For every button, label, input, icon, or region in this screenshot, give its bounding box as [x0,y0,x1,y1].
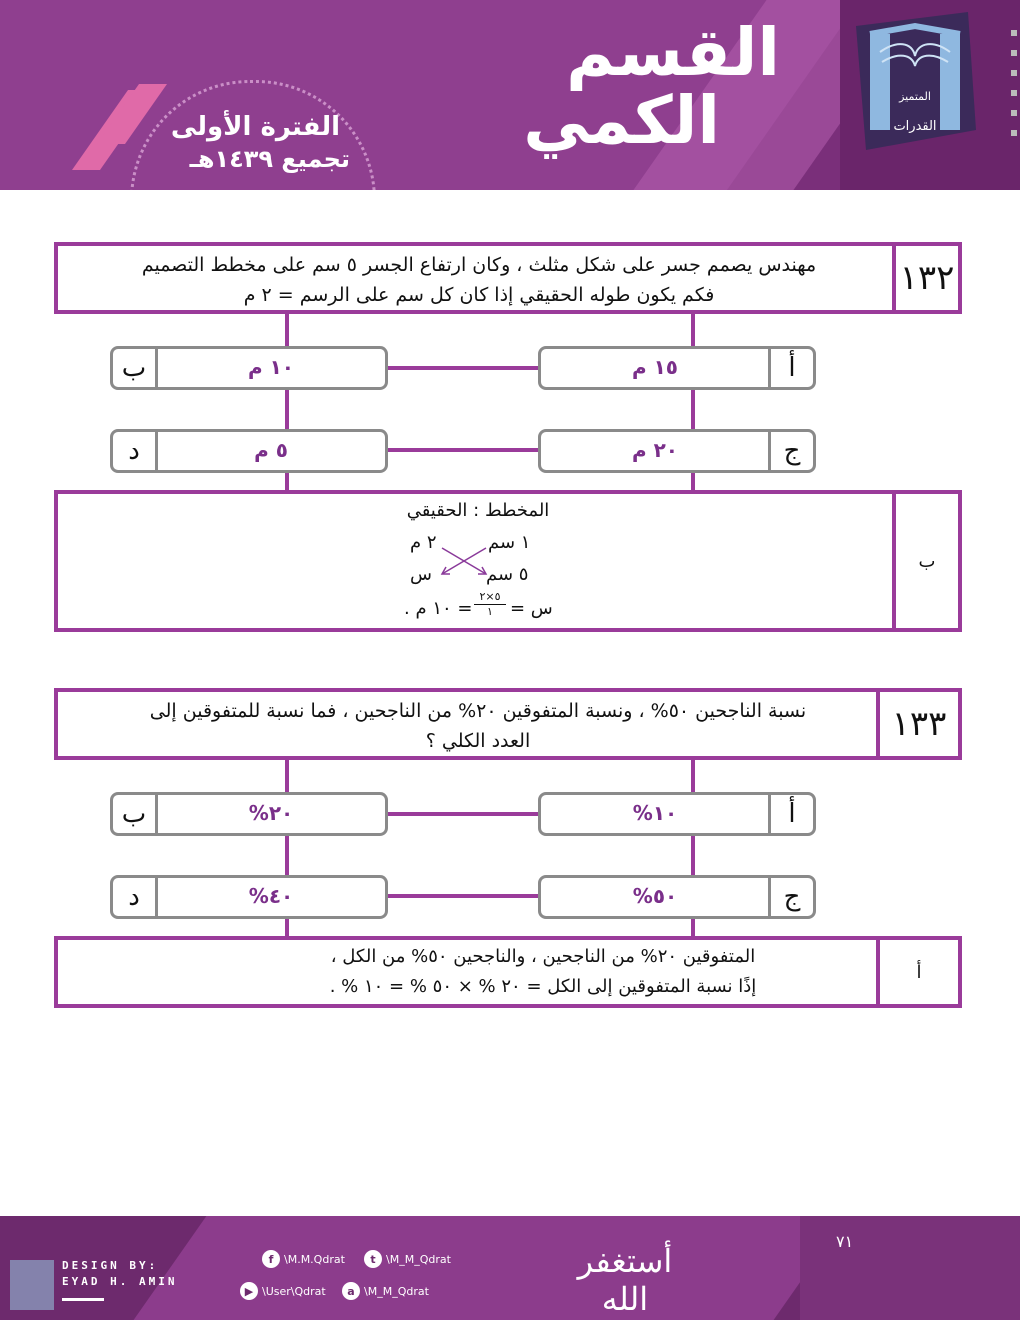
ask-link[interactable] [342,1282,429,1300]
page-footer [0,1216,1020,1320]
option-letter: د [113,878,158,916]
option-letter: ج [768,432,813,470]
answer-box [54,936,962,1008]
solution-line: إذًا نسبة المتفوقين إلى الكل = ٢٠ % × ٥٠ % = ١٠ % . [329,976,757,997]
fraction-denominator: ١ [474,604,506,619]
option-letter: ب [113,349,158,387]
connector-line [388,894,540,898]
option-value: ١٠ م [247,355,295,379]
connector-line [388,366,540,370]
solution-cell: ١ سم [488,532,531,553]
question-line: مهندس يصمم جسر على شكل مثلث ، وكان ارتفاع الجسر ٥ سم على مخطط التصميم [141,254,817,276]
twitter-icon: t [364,1250,382,1268]
question-number: ١٣٣ [876,692,958,756]
option-value: ٥ م [254,438,288,462]
option-b[interactable] [110,346,388,390]
book-logo-icon [852,12,978,154]
solution-final-suffix: = ١٠ م . [404,598,473,619]
designer-name: EYAD H. AMIN [62,1275,178,1288]
option-d[interactable] [110,429,388,473]
option-a[interactable] [538,792,816,836]
option-letter: ب [113,795,158,833]
option-b[interactable] [110,792,388,836]
section-title-line2: الكمي [523,82,720,159]
facebook-handle: \M.M.Qdrat [284,1252,345,1266]
cross-multiply-arrows-icon [436,544,492,580]
answer-key: ب [892,494,958,628]
facebook-icon: f [262,1250,280,1268]
option-letter: ج [768,878,813,916]
youtube-link[interactable] [240,1282,326,1300]
twitter-link[interactable] [364,1250,451,1268]
section-title-line1: القسم [566,14,780,91]
question-box [54,242,962,314]
connector-line [388,812,540,816]
option-value: ٢٠% [248,801,294,825]
youtube-icon: ▶ [240,1282,258,1300]
option-value: ٤٠% [248,884,294,908]
footer-band [134,1216,847,1320]
footer-band-dark [800,1216,1020,1320]
decor-stripe [0,1216,14,1256]
youtube-handle: \User\Qdrat [262,1284,326,1298]
ask-icon: a [342,1282,360,1300]
logo-text: القدرات [893,119,937,134]
option-d[interactable] [110,875,388,919]
option-letter: أ [768,349,813,387]
facebook-link[interactable] [262,1250,345,1268]
connector-line [388,448,540,452]
solution-final-prefix: س = [510,598,553,619]
option-value: ١٥ م [631,355,679,379]
solution-cell: س [410,564,432,585]
design-credit [62,1258,177,1290]
design-label: DESIGN BY: [62,1259,159,1272]
design-underline [62,1298,104,1301]
solution-line: المتفوقين ٢٠% من الناجحين ، والناجحين ٥٠% من الكل ، [330,946,756,967]
question-text [64,250,894,310]
question-box [54,688,962,760]
question-text [78,696,878,756]
fraction [474,590,506,619]
logo-text: المتميز [899,90,931,103]
option-letter: أ [768,795,813,833]
calligraphy: أستغفر الله [577,1242,673,1318]
compilation-label: تجميع ١٤٣٩هـ [189,145,350,173]
question-number: ١٣٢ [892,246,958,310]
twitter-handle: \M_M_Qdrat [386,1252,451,1266]
signature-logo [10,1260,54,1310]
option-value: ٥٠% [632,884,678,908]
solution-cell: ٢ م [410,532,437,553]
option-value: ١٠% [632,801,678,825]
question-line: نسبة الناجحين ٥٠% ، ونسبة المتفوقين ٢٠% من الناجحين ، فما نسبة للمتفوقين إلى [149,700,807,722]
option-c[interactable] [538,875,816,919]
solution-cell: ٥ سم [486,564,529,585]
edge-dots [1010,30,1018,190]
ask-handle: \M_M_Qdrat [364,1284,429,1298]
question-line: العدد الكلي ؟ [425,730,531,752]
question-line: فكم يكون طوله الحقيقي إذا كان كل سم على الرسم = ٢ م [243,284,715,306]
page-header [0,0,1020,190]
answer-key: أ [876,940,958,1004]
solution-line: المخطط : الحقيقي [406,500,550,521]
page-number: ٧١ [836,1232,854,1251]
option-letter: د [113,432,158,470]
option-a[interactable] [538,346,816,390]
option-c[interactable] [538,429,816,473]
option-value: ٢٠ م [631,438,679,462]
answer-box [54,490,962,632]
period-title: الفترة الأولى [170,112,340,142]
fraction-numerator: ٥×٢ [479,590,501,603]
